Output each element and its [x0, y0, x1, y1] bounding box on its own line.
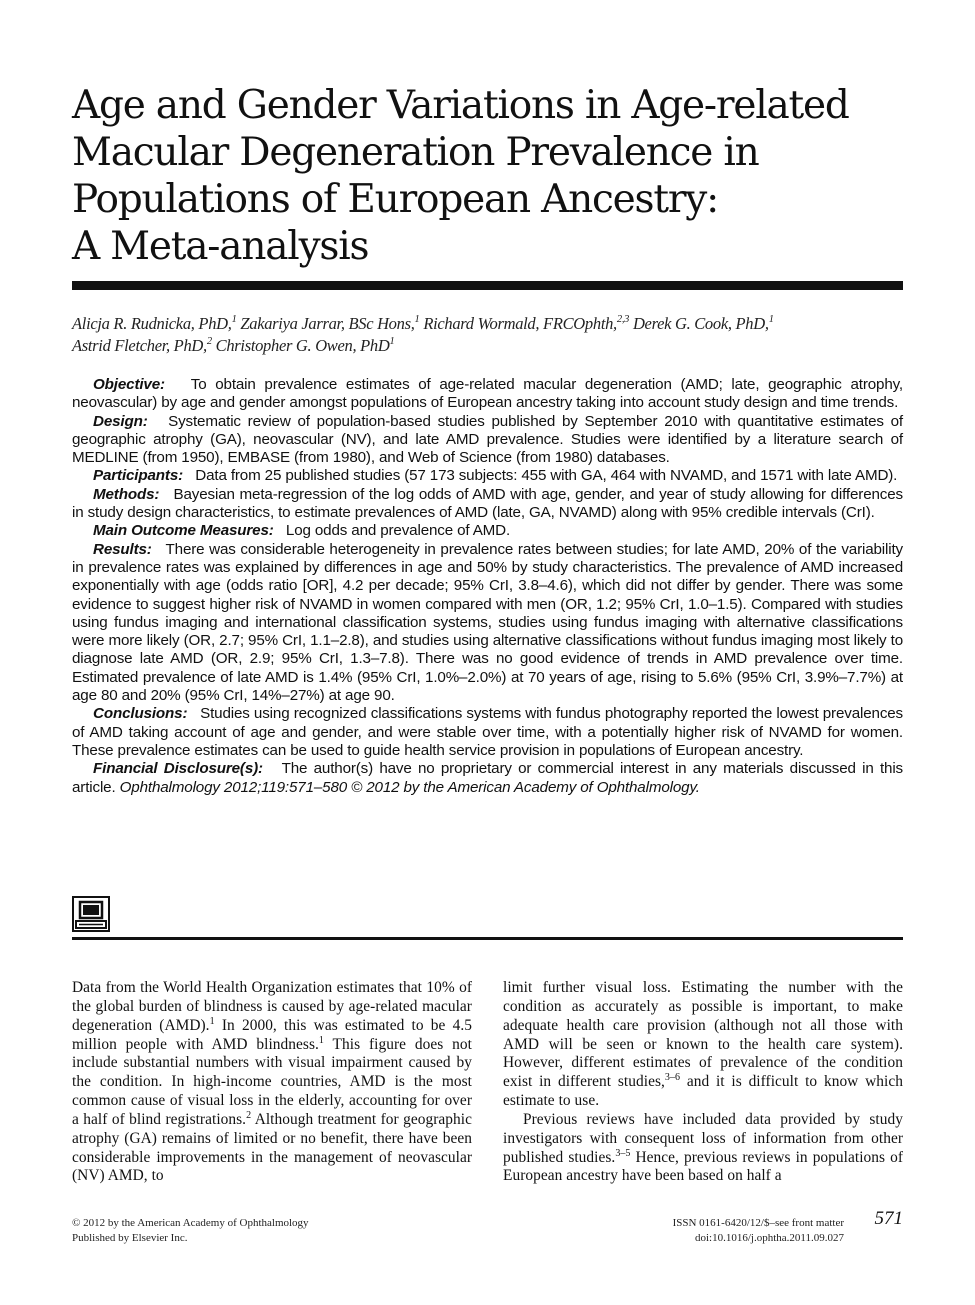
author-name: Derek G. Cook, PhD,	[632, 314, 769, 333]
section-text: To obtain prevalence estimates of age-related macular degeneration (AMD; late, geographic atrophy, neovascular) by age and gender amongst populations of European ancestry taking into account study design and time trends.	[72, 376, 904, 412]
section-label: Financial Disclosure(s):	[93, 760, 263, 778]
abstract-outcome	[72, 522, 903, 540]
journal-citation: Ophthalmology 2012;119:571–580 © 2012 by the American Academy of Ophthalmology.	[119, 778, 700, 796]
abstract-divider	[72, 937, 903, 940]
body-text: and it is difficult to know which estimate to use.	[503, 1073, 903, 1110]
author-name: Alicja R. Rudnicka, PhD,	[72, 314, 232, 333]
author-name: Zakariya Jarrar, BSc Hons,	[240, 314, 415, 333]
body-text: Data from the World Health Organization estimates that 10% of the global burden of blindness is caused by age-related macular degeneration (AMD).	[72, 979, 472, 1034]
body-paragraph	[503, 1111, 903, 1186]
section-text: There was considerable heterogeneity in prevalence rates between studies; for late AMD, 20% of the variability in prevalence rates was explained by differences in age and 50% by study characteristics. The prevalence of AMD increased exponentially with age (odds ratio [OR], 4.2 per decade; 95% CrI, 3.8–4.6), which did not differ by gender. There was some evidence to suggest higher risk of NVAMD in women compared with men (OR, 1.2; 95% CrI, 1.0–1.5). Compared with studies using fundus imaging and international classification systems, studies using fundus imaging with alternative classifications were more likely (OR, 2.7; 95% CrI, 1.1–2.8), and studies using alternative classifications without fundus imaging most likely to diagnose late AMD (OR, 2.9; 95% CrI, 1.3–7.8). There was no good evidence of trends in AMD prevalence over time. Estimated prevalence of late AMD is 1.4% (95% CrI, 1.0%–2.0%) at 70 years of age, rising to 5.6% (95% CrI, 3.9%–7.7%) at age 80 and 20% (95% CrI, 14%–27%) at age 90.	[72, 540, 903, 705]
body-paragraph	[72, 979, 472, 1186]
copyright-line: © 2012 by the American Academy of Ophthalmology	[72, 1217, 309, 1229]
reference-link[interactable]: 3–5	[615, 1147, 631, 1159]
abstract	[72, 376, 903, 797]
reference-link[interactable]: 1	[318, 1034, 324, 1046]
section-label: Results:	[93, 540, 152, 558]
abstract-results	[72, 541, 903, 706]
body-paragraph	[503, 979, 903, 1111]
reference-link[interactable]: 2	[246, 1109, 252, 1121]
abstract-disclosure	[72, 760, 903, 797]
title-line: A Meta-analysis	[72, 224, 369, 269]
author-affiliation: 2	[206, 336, 212, 347]
title-line: Macular Degeneration Prevalence in	[72, 130, 759, 175]
section-label: Objective:	[93, 376, 165, 393]
abstract-objective	[72, 376, 903, 413]
section-text: The author(s) have no proprietary or commercial interest in any materials discussed in this article.	[72, 760, 904, 796]
body-text: Previous reviews have included data provided by study investigators with consequent loss of information from other published studies.	[503, 1110, 903, 1166]
title-line: Populations of European Ancestry:	[72, 177, 719, 222]
author-name: Richard Wormald, FRCOphth,	[423, 314, 617, 333]
title-divider	[72, 281, 903, 290]
author-line	[72, 335, 903, 357]
abstract-methods	[72, 486, 903, 523]
section-label: Main Outcome Measures:	[93, 522, 274, 540]
section-label: Design:	[93, 412, 148, 430]
reference-link[interactable]: 1	[209, 1015, 215, 1027]
doi-link[interactable]: doi:10.1016/j.ophtha.2011.09.027	[694, 1232, 844, 1244]
author-name: Christopher G. Owen, PhD	[215, 336, 390, 355]
body-text: In 2000, this was estimated to be 4.5 million people with AMD blindness.	[72, 1016, 473, 1053]
body-text: Although treatment for geographic atrophy (GA) remains of limited or no benefit, there have been considerable improvements in the management of neovascular (NV) AMD, to	[72, 1110, 472, 1185]
body-column-right	[503, 979, 903, 1186]
body-column-left	[72, 979, 472, 1186]
section-label: Methods:	[93, 485, 160, 503]
body-text: Hence, previous reviews in populations of European ancestry have been based on half a	[503, 1148, 903, 1185]
body-text: This figure does not include substantial numbers with visual impairment caused by the condition. In high-income countries, AMD is the most common cause of visual loss in the elderly, accounting for over a half of blind registrations.	[72, 1035, 472, 1128]
footer-copyright	[72, 1216, 309, 1246]
title-line: Age and Gender Variations in Age-related	[72, 83, 849, 128]
computer-icon[interactable]	[72, 896, 110, 932]
abstract-design	[72, 413, 903, 468]
author-affiliation: 1	[231, 314, 237, 325]
author-list	[72, 313, 903, 357]
section-text: Log odds and prevalence of AMD.	[285, 522, 511, 540]
author-affiliation: 1	[389, 336, 395, 347]
section-text: Data from 25 published studies (57 173 subjects: 455 with GA, 464 with NVAMD, and 1571 with late AMD).	[195, 467, 898, 485]
author-line	[72, 313, 903, 335]
author-name: Astrid Fletcher, PhD,	[72, 336, 207, 355]
section-text: Studies using recognized classifications systems with fundus photography reported the lowest prevalences of AMD taking account of age and gender, and were stable over time, with a potentially higher risk of NVAMD for women. These prevalence estimates can be used to guide health service provision in populations of European ancestry.	[72, 705, 903, 759]
author-affiliation: 1	[414, 314, 420, 325]
body-text: limit further visual loss. Estimating the number with the condition as accurately as possible is important, to make adequate health care provision (although not all those with AMD will be seen or known to the health care system). However, different estimates of prevalence of the condition exist in different studies,	[503, 979, 903, 1091]
abstract-conclusions	[72, 705, 903, 760]
publisher-line: Published by Elsevier Inc.	[72, 1232, 188, 1244]
issn-line: ISSN 0161-6420/12/$–see front matter	[672, 1217, 844, 1229]
section-text: Bayesian meta-regression of the log odds of AMD with age, gender, and year of study allowing for differences in study design characteristics, to estimate prevalences of AMD (late, GA, NVAMD) along with 95% credible intervals (CrI).	[72, 485, 903, 522]
section-label: Participants:	[93, 467, 184, 485]
article-title	[72, 82, 912, 270]
reference-link[interactable]: 3–6	[664, 1072, 681, 1084]
author-affiliation: 1	[768, 314, 774, 325]
section-label: Conclusions:	[93, 705, 188, 723]
abstract-participants	[72, 467, 903, 485]
section-text: Systematic review of population-based studies published by September 2010 with quantitative estimates of geographic atrophy (GA), neovascular (NV), and late AMD prevalence. Studies were identified by a literature search of MEDLINE (from 1950), EMBASE (from 1980), and Web of Science (from 1980) databases.	[72, 412, 903, 467]
page-number: 571	[874, 1208, 903, 1229]
author-affiliation: 2,3	[616, 314, 630, 325]
footer-identifiers	[630, 1216, 844, 1246]
